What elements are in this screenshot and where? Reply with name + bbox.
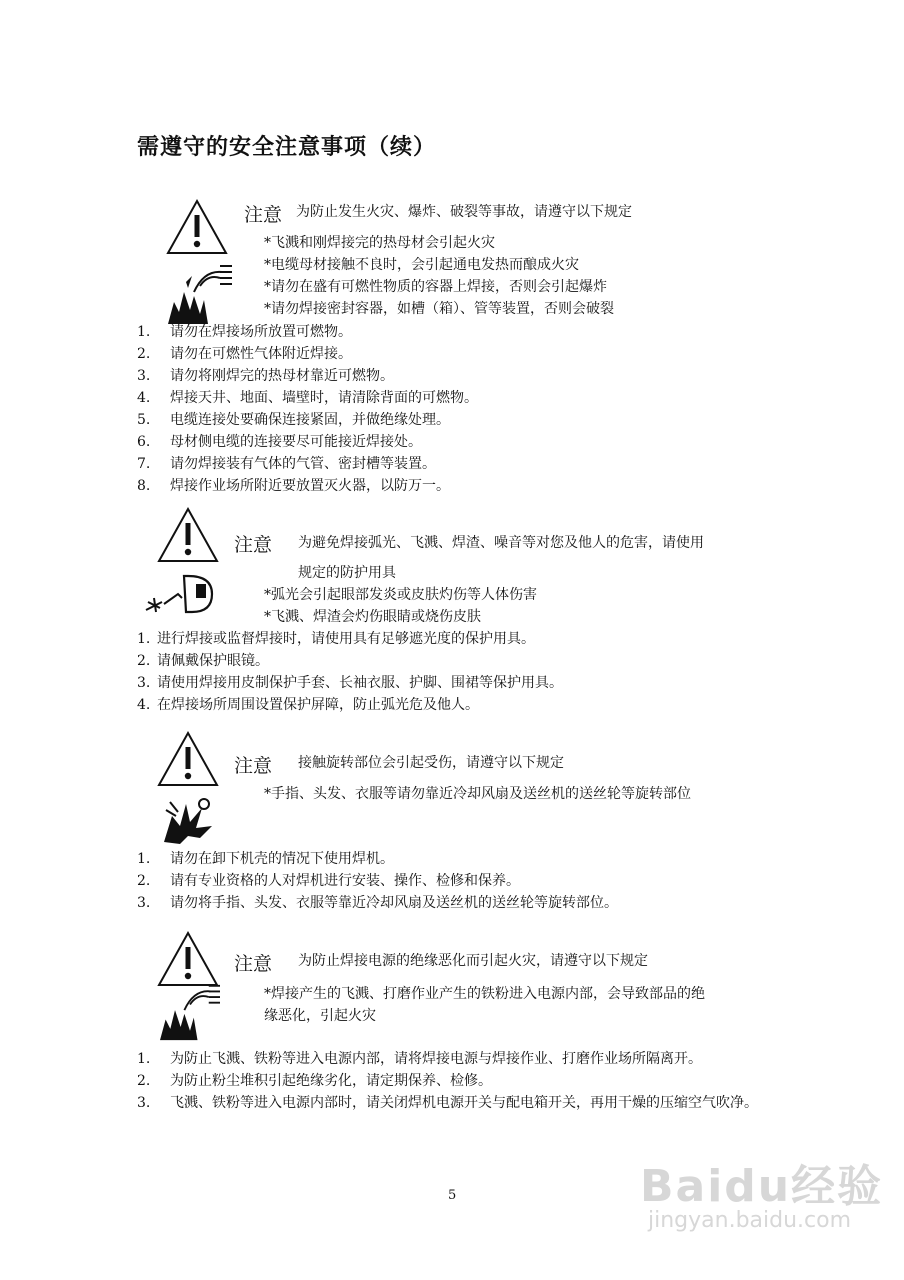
list-item: 3. 请勿将手指、头发、衣服等靠近冷却风扇及送丝机的送丝轮等旋转部位。	[137, 895, 618, 911]
notice-heading-continued: 规定的防护用具	[298, 565, 396, 581]
notice-heading: 为避免焊接弧光、飞溅、焊渣、噪音等对您及他人的危害，请使用	[298, 535, 704, 551]
watermark-url: jingyan.baidu.com	[648, 1208, 852, 1233]
hazard-bullet: *手指、头发、衣服等请勿靠近冷却风扇及送丝机的送丝轮等旋转部位	[264, 786, 691, 802]
list-item: 2. 为防止粉尘堆积引起绝缘劣化，请定期保养、检修。	[137, 1073, 492, 1089]
hazard-bullet: *请勿在盛有可燃性物质的容器上焊接，否则会引起爆炸	[264, 279, 607, 295]
list-item: 3. 飞溅、铁粉等进入电源内部时，请关闭焊机电源开关与配电箱开关，再用干燥的压缩空气吹净。	[137, 1095, 758, 1111]
list-item: 3. 请勿将刚焊完的热母材靠近可燃物。	[137, 368, 394, 384]
notice-heading: 为防止焊接电源的绝缘恶化而引起火灾，请遵守以下规定	[298, 953, 648, 969]
hazard-bullet: *飞溅和刚焊接完的热母材会引起火灾	[264, 235, 495, 251]
warning-triangle-icon	[156, 506, 220, 564]
hazard-bullet: *请勿焊接密封容器，如槽（箱）、管等装置，否则会破裂	[264, 301, 614, 317]
list-item: 2. 请有专业资格的人对焊机进行安装、操作、检修和保养。	[137, 873, 520, 889]
notice-heading: 接触旋转部位会引起受伤，请遵守以下规定	[298, 755, 564, 771]
rule-list	[137, 848, 837, 914]
list-item: 1. 为防止飞溅、铁粉等进入电源内部，请将焊接电源与焊接作业、打磨作业场所隔离开。	[137, 1051, 702, 1067]
rotating-fan-hand-icon	[160, 796, 216, 846]
hazard-bullet: 缘恶化，引起火灾	[264, 1008, 376, 1024]
welding-helmet-icon	[142, 572, 216, 616]
list-item: 1. 请勿在卸下机壳的情况下使用焊机。	[137, 851, 394, 867]
list-item: 6. 母材侧电缆的连接要尽可能接近焊接处。	[137, 434, 422, 450]
list-item: 2. 请佩戴保护眼镜。	[137, 653, 269, 669]
list-item: 4. 焊接天井、地面、墙壁时，请清除背面的可燃物。	[137, 390, 478, 406]
list-item: 1. 进行焊接或监督焊接时，请使用具有足够遮光度的保护用具。	[137, 631, 535, 647]
rule-list	[137, 1048, 837, 1136]
fire-spark-icon	[154, 982, 226, 1042]
warning-triangle-icon	[156, 930, 220, 988]
list-item: 4. 在焊接场所周围设置保护屏障，防止弧光危及他人。	[137, 697, 479, 713]
watermark-logo: Baidu经验	[640, 1161, 884, 1212]
list-item: 3. 请使用焊接用皮制保护手套、长袖衣服、护脚、围裙等保护用具。	[137, 675, 563, 691]
hazard-bullet: *飞溅、焊渣会灼伤眼睛或烧伤皮肤	[264, 609, 481, 625]
hazard-bullet: *弧光会引起眼部发炎或皮肤灼伤等人体伤害	[264, 587, 537, 603]
list-item: 1. 请勿在焊接场所放置可燃物。	[137, 324, 352, 340]
notice-label: 注意	[234, 534, 273, 556]
notice-label: 注意	[234, 755, 273, 777]
fire-spark-icon	[164, 262, 236, 326]
hazard-bullet: *电缆母材接触不良时，会引起通电发热而酿成火灾	[264, 257, 579, 273]
warning-triangle-icon	[165, 198, 229, 256]
page-title: 需遵守的安全注意事项（续）	[137, 135, 437, 160]
list-item: 5. 电缆连接处要确保连接紧固，并做绝缘处理。	[137, 412, 450, 428]
page-number: 5	[448, 1188, 457, 1203]
notice-heading: 为防止发生火灾、爆炸、破裂等事故，请遵守以下规定	[296, 204, 632, 220]
notice-label: 注意	[244, 204, 283, 226]
notice-label: 注意	[234, 953, 273, 975]
rule-list	[137, 628, 837, 716]
list-item: 8. 焊接作业场所附近要放置灭火器，以防万一。	[137, 478, 450, 494]
rule-list	[137, 321, 837, 497]
list-item: 2. 请勿在可燃性气体附近焊接。	[137, 346, 352, 362]
list-item: 7. 请勿焊接装有气体的气管、密封槽等装置。	[137, 456, 436, 472]
warning-triangle-icon	[156, 730, 220, 788]
hazard-bullet: *焊接产生的飞溅、打磨作业产生的铁粉进入电源内部，会导致部品的绝	[264, 986, 705, 1002]
